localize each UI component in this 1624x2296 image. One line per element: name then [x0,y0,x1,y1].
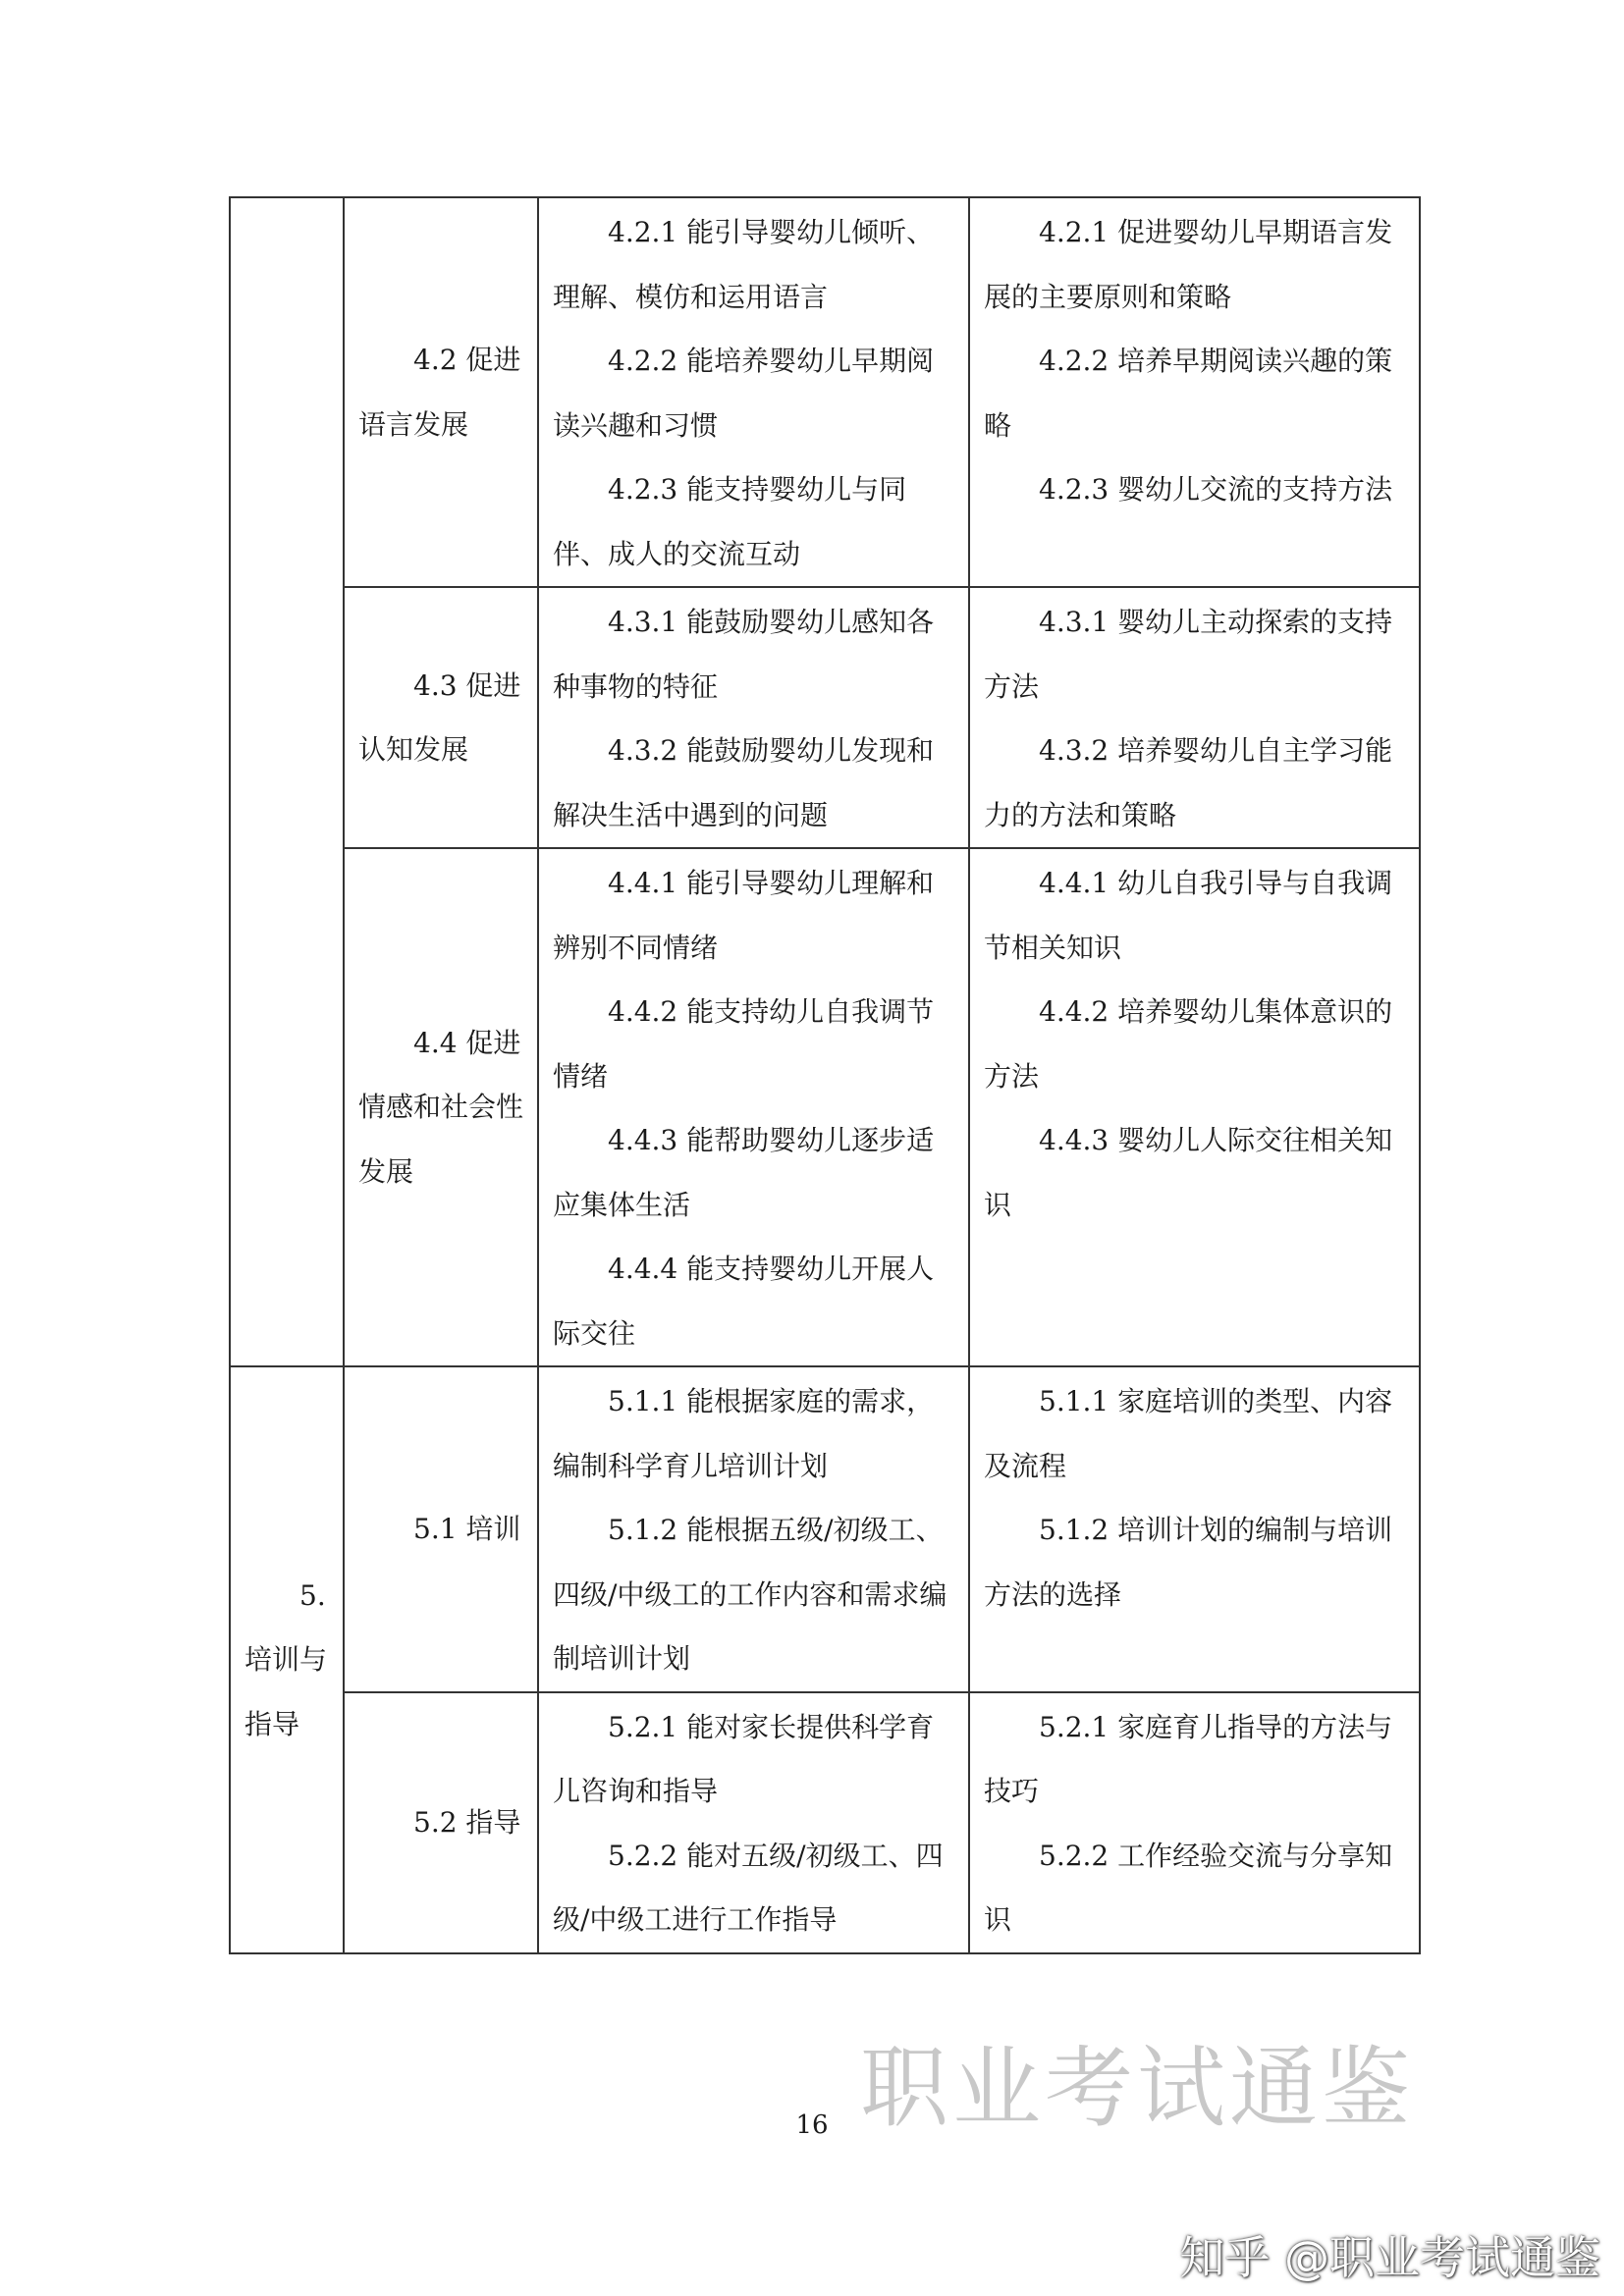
topic-cell [344,1366,538,1692]
standards-table [229,196,1421,1954]
knowledge-cell [969,1366,1420,1692]
skills-cell [538,197,969,587]
skill-item: 4.4.2 能支持幼儿自我调节情绪 [553,995,935,1093]
skills-cell [538,1692,969,1953]
knowledge-item: 4.3.2 培养婴幼儿自主学习能力的方法和策略 [984,734,1393,831]
knowledge-cell [969,1692,1420,1953]
table-row [230,1366,1420,1692]
skill-item: 4.4.3 能帮助婴幼儿逐步适应集体生活 [553,1124,935,1221]
knowledge-item: 5.2.1 家庭育儿指导的方法与技巧 [984,1710,1393,1807]
skill-item: 4.2.3 能支持婴幼儿与同伴、成人的交流互动 [553,473,907,570]
topic-cell [344,197,538,587]
skill-item: 4.4.1 能引导婴幼儿理解和辨别不同情绪 [553,867,935,964]
topic-text: 5.2 指导 [413,1805,521,1839]
skill-item: 4.2.2 能培养婴幼儿早期阅读兴趣和习惯 [553,345,935,442]
knowledge-item: 4.2.2 培养早期阅读兴趣的策略 [984,345,1393,442]
topic-text: 5.1 培训 [413,1513,521,1545]
knowledge-item: 4.4.1 幼儿自我引导与自我调节相关知识 [984,867,1393,964]
skills-cell [538,587,969,848]
topic-text: 4.2 促进语言发展 [358,344,521,441]
knowledge-item: 4.4.3 婴幼儿人际交往相关知识 [984,1124,1393,1221]
table-row [230,848,1420,1366]
table-row [230,587,1420,848]
topic-cell [344,848,538,1366]
knowledge-item: 5.1.2 培训计划的编制与培训方法的选择 [984,1514,1393,1611]
knowledge-item: 4.4.2 培养婴幼儿集体意识的方法 [984,995,1393,1093]
knowledge-item: 4.2.3 婴幼儿交流的支持方法 [1039,473,1393,506]
watermark-large: 职业考试通鉴 [860,2037,1414,2140]
skill-item: 5.2.2 能对五级/初级工、四级/中级工进行工作指导 [553,1839,944,1936]
topic-text: 4.3 促进认知发展 [358,668,521,766]
section-text: 5.培训与指导 [244,1578,328,1740]
knowledge-cell [969,197,1420,587]
topic-cell [344,587,538,848]
skill-item: 4.4.4 能支持婴幼儿开展人际交往 [553,1253,935,1350]
skill-item: 5.2.1 能对家长提供科学育儿咨询和指导 [553,1710,935,1807]
skills-cell [538,848,969,1366]
skill-item: 5.1.2 能根据五级/初级工、四级/中级工的工作内容和需求编制培训计划 [553,1514,947,1675]
skill-item: 5.1.1 能根据家庭的需求，编制科学育儿培训计划 [553,1385,935,1482]
section-cell [230,197,344,1366]
knowledge-cell [969,587,1420,848]
watermark-small: 知乎 @职业考试通鉴 [1179,2231,1600,2284]
knowledge-item: 4.2.1 促进婴幼儿早期语言发展的主要原则和策略 [984,216,1393,313]
knowledge-item: 4.3.1 婴幼儿主动探索的支持方法 [984,606,1393,703]
page-number: 16 [795,2110,829,2140]
topic-cell [344,1692,538,1953]
skill-item: 4.3.2 能鼓励婴幼儿发现和解决生活中遇到的问题 [553,734,935,831]
section-cell [230,1366,344,1953]
skills-cell [538,1366,969,1692]
table-row [230,1692,1420,1953]
skill-item: 4.2.1 能引导婴幼儿倾听、理解、模仿和运用语言 [553,216,935,313]
knowledge-cell [969,848,1420,1366]
knowledge-item: 5.1.1 家庭培训的类型、内容及流程 [984,1385,1393,1482]
table-row [230,197,1420,587]
topic-text: 4.4 促进情感和社会性发展 [358,1026,524,1188]
skill-item: 4.3.1 能鼓励婴幼儿感知各种事物的特征 [553,606,935,703]
knowledge-item: 5.2.2 工作经验交流与分享知识 [984,1839,1393,1936]
